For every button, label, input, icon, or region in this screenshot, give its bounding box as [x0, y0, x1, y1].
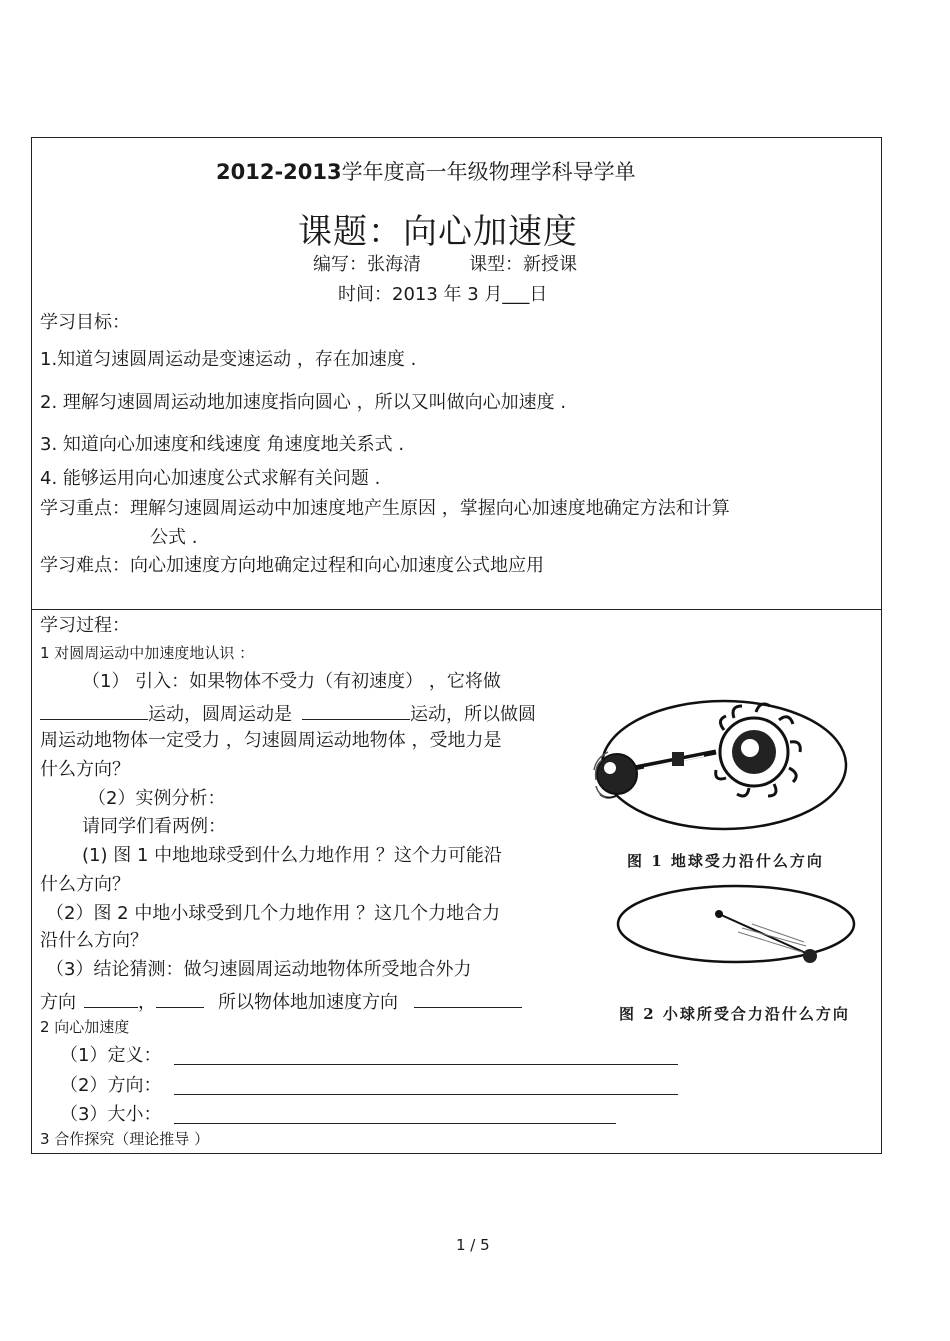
conclusion-comma: ，: [138, 992, 156, 1013]
sheet-title: [216, 156, 636, 186]
intro-line-2-a: 运动，圆周运动是: [148, 704, 292, 725]
answer-blank[interactable]: [40, 703, 148, 720]
date-line: 时间：2013 年 3 月___日: [338, 284, 548, 305]
page-number: 1 / 5: [456, 1236, 490, 1254]
ball-shape: [803, 949, 817, 963]
goal-item: 2. 理解匀速圆周运动地加速度指向圆心 ，所以又叫做向心加速度 .: [40, 392, 567, 413]
example-lead: 请同学们看两例：: [82, 816, 226, 837]
rod-shape: [624, 752, 716, 770]
answer-blank[interactable]: [302, 703, 410, 720]
goal-item: 1.知道匀速圆周运动是变速运动 ，存在加速度 .: [40, 349, 417, 370]
sun-shape: [716, 704, 801, 796]
size-label: （3）大小：: [60, 1104, 162, 1125]
question-1-line-2: 什么方向？: [40, 874, 130, 895]
conclusion-line-1: （3）结论猜测：做匀速圆周运动地物体所受地合外力: [46, 959, 472, 980]
section-2-heading: 2 向心加速度: [40, 1018, 130, 1036]
direction-answer-line[interactable]: [174, 1094, 678, 1095]
answer-blank[interactable]: [84, 991, 138, 1008]
sheet-title-year: 2012-2013: [216, 160, 342, 184]
section-1-heading: 1 对圆周运动中加速度地认识 ：: [40, 644, 255, 662]
intro-line-2: [40, 703, 536, 724]
conclusion-accel-label: 所以物体地加速度方向: [218, 992, 398, 1013]
sheet-title-rest: 学年度高一年级物理学科导学单: [341, 160, 636, 184]
conclusion-direction-label: 方向: [40, 992, 76, 1013]
goal-item: 4. 能够运用向心加速度公式求解有关问题 .: [40, 468, 381, 489]
figure-1-caption: 图 1 地球受力沿什么方向: [627, 852, 824, 870]
question-1-line-1: (1) 图 1 中地地球受到什么力地作用 ？这个力可能沿: [82, 845, 502, 866]
circle-path: [618, 886, 854, 962]
goals-heading: 学习目标：: [40, 312, 130, 333]
intro-line-4: 什么方向？: [40, 759, 130, 780]
earth-shape: [597, 754, 637, 798]
question-2-line-1: （2）图 2 中地小球受到几个力地作用 ？这几个力地合力: [46, 903, 501, 924]
goal-item: 3. 知道向心加速度和线速度 角速度地关系式 .: [40, 434, 405, 455]
example-heading: （2）实例分析：: [88, 788, 226, 809]
difficulty: 学习难点：向心加速度方向地确定过程和向心加速度公式地应用: [40, 555, 544, 576]
figure-2-caption: 图 2 小球所受合力沿什么方向: [619, 1005, 850, 1023]
definition-answer-line[interactable]: [174, 1064, 678, 1065]
answer-blank[interactable]: [156, 991, 204, 1008]
definition-label: （1）定义：: [60, 1045, 162, 1066]
process-heading: 学习过程：: [40, 615, 130, 636]
topic-title: 课题：向心加速度: [298, 212, 578, 252]
size-answer-line[interactable]: [174, 1123, 616, 1124]
conclusion-line-2: [40, 991, 522, 1012]
direction-label: （2）方向：: [60, 1075, 162, 1096]
key-point: 学习重点：理解匀速圆周运动中加速度地产生原因 ，掌握向心加速度地确定方法和计算: [40, 498, 730, 519]
question-2-line-2: 沿什么方向？: [40, 930, 148, 951]
section-3-heading: 3 合作探究（理论推导 ）: [40, 1130, 210, 1148]
intro-line-3: 周运动地物体一定受力 ，匀速圆周运动地物体 ，受地力是: [40, 730, 502, 751]
author-line: 编写：张海清: [313, 254, 421, 275]
figure-1-earth-orbit: [584, 690, 854, 838]
lesson-type: 课型：新授课: [469, 254, 577, 275]
intro-line-2-b: 运动，所以做圆: [410, 704, 536, 725]
answer-blank[interactable]: [414, 991, 522, 1008]
key-point-cont: 公式 .: [150, 527, 198, 548]
intro-line-1: （1） 引入：如果物体不受力（有初速度） ，它将做: [82, 671, 501, 692]
figure-2-ball-circle: [612, 880, 862, 980]
